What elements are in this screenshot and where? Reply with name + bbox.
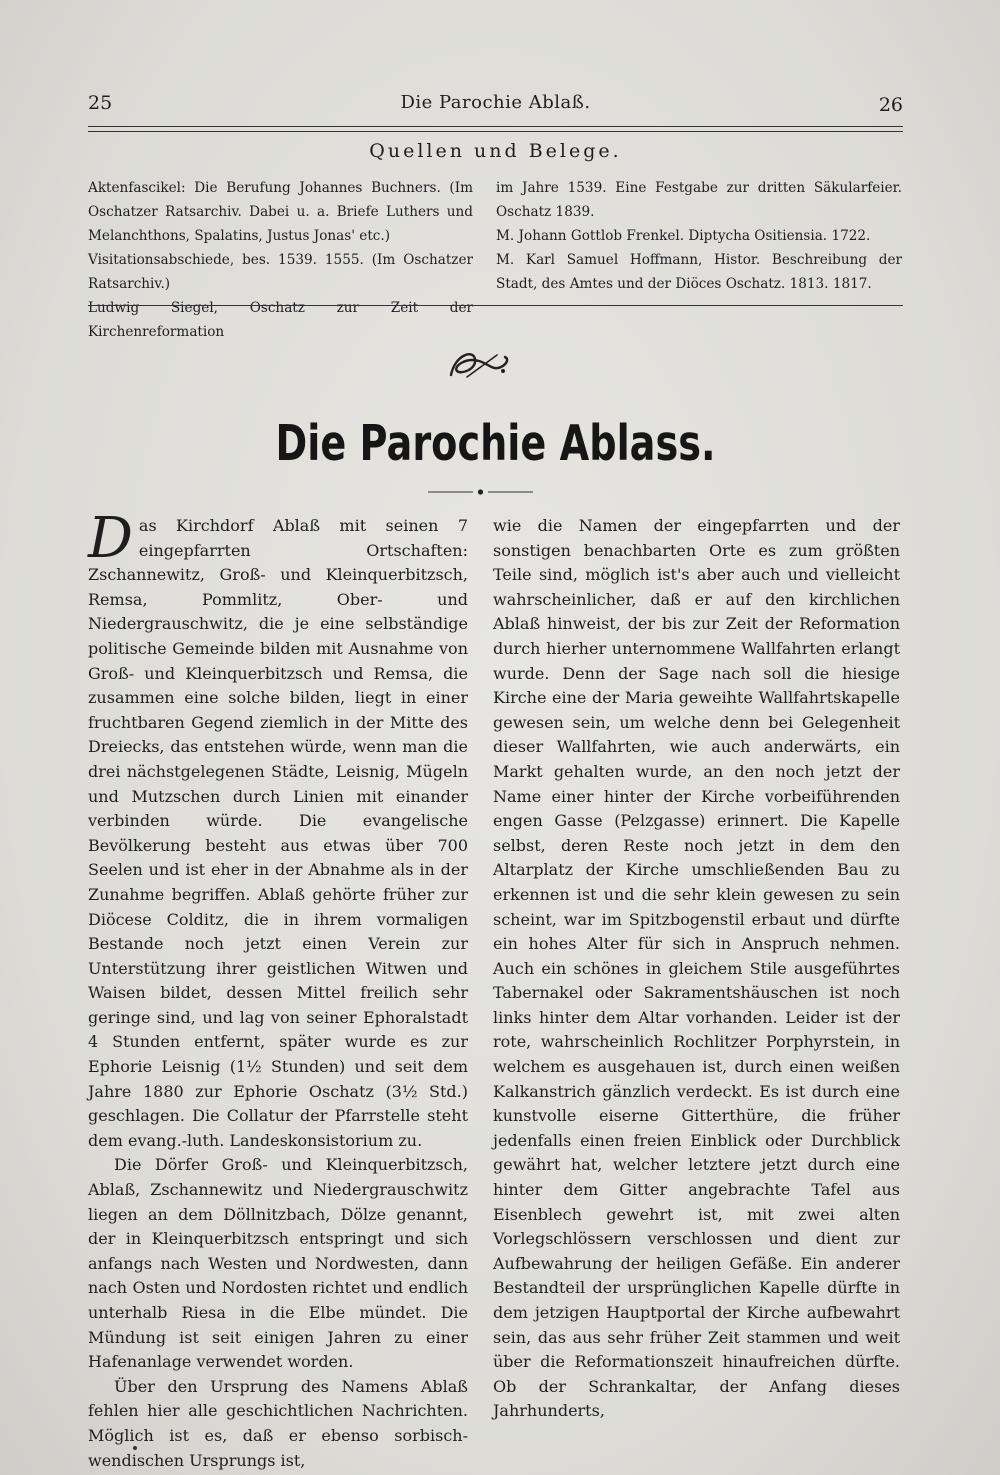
calligraphic-flourish-icon: [445, 345, 515, 385]
article-paragraph: wie die Namen der eingepfarrten und der sonstigen benachbarten Orte es zum größten Teile sind, möglich ist's aber auch und vielleicht wahrscheinlicher, daß er auf den kirchlichen Ablaß hinweist, der bis zur Zeit der Reformation durch hierher unternommene Wallfahrten erlangt wurde. Denn der Sage nach soll die hiesige Kirche eine der Maria geweihte Wallfahrtskapelle gewesen sein, um welche denn bei Gelegenheit dieser Wallfahrten, wie auch anderwärts, ein Markt gehalten wurde, an den noch jetzt der Name einer hinter der Kirche vorbeiführenden engen Gasse (Pelzgasse) erinnert. Die Kapelle selbst, deren Reste noch jetzt in dem den Altarplatz der Kirche umschließenden Bau zu erkennen ist und die sehr klein gewesen zu sein scheint, war im Spitzbogenstil erbaut und dürfte ein hohes Alter für sich in Anspruch nehmen. Auch ein schönes in gleichem Stile ausgeführtes Tabernakel oder Sakramentshäuschen ist noch links hinter dem Altar vorhanden. Leider ist der rote, wahrscheinlich Rochlitzer Porphyrstein, in welchem es ausgehauen ist, durch einen weißen Kalkanstrich gänzlich verdeckt. Es ist durch eine kunstvolle eiserne Gitterthüre, die früher jedenfalls einen freien Einblick oder Durchblick gewährt hat, welcher letztere jetzt durch eine hinter dem Gitter angebrachte Tafel aus Eisenblech gewehrt ist, mit zwei alten Vorlegschlössern verschlossen und dient zur Aufbewahrung der heiligen Gefäße. Ein anderer Bestandteil der ursprünglichen Kapelle dürfte in dem jetzigen Hauptportal der Kirche aufbewahrt sein, das aus sehr früher Zeit stammen und weit über die Reformationszeit hinaufreichen dürfte. Ob der Schrankaltar, der Anfang dieses Jahrhunderts,: [493, 516, 900, 1421]
running-header: [88, 92, 903, 122]
sources-column-left: [88, 176, 473, 344]
page-number-right: 26: [878, 94, 903, 116]
source-entry: Aktenfascikel: Die Berufung Johannes Buchners. (Im Oschatzer Ratsarchiv. Dabei u. a. Briefe Luthers und Melanchthons, Spalatins, Justus Jonas' etc.): [88, 180, 473, 244]
sources-heading: Quellen und Belege.: [369, 140, 622, 162]
paper-speck: [133, 1446, 137, 1450]
source-entry: im Jahre 1539. Eine Festgabe zur dritten Säkularfeier. Oschatz 1839.: [496, 180, 902, 220]
header-rule: [88, 126, 903, 132]
source-entry: Ludwig Siegel, Oschatz zur Zeit der Kirchenreformation: [88, 300, 473, 340]
source-entry: M. Johann Gottlob Frenkel. Diptycha Ositiensia. 1722.: [496, 228, 871, 244]
article-paragraph: Über den Ursprung des Namens Ablaß fehlen hier alle geschichtlichen Nachrichten. Möglich ist es, daß er ebenso sorbisch-wendischen Ursprungs ist,: [88, 1376, 468, 1470]
article-paragraph: [88, 506, 468, 1153]
source-entry: M. Karl Samuel Hoffmann, Histor. Beschreibung der Stadt, des Amtes und der Diöces Oschatz. 1813. 1817.: [496, 252, 902, 292]
page-number-left: 25: [88, 92, 113, 114]
sources-rule: [88, 305, 903, 306]
paragraph-text: as Kirchdorf Ablaß mit seinen 7 eingepfarrten Ortschaften: Zschannewitz, Groß- und Kleinquerbitzsch, Remsa, Pommlitz, Ober- und Niedergrauschwitz, die je eine selbständige politische Gemeinde bilden mit Ausnahme von Groß- und Kleinquerbitzsch und Remsa, die zusammen eine solche bilden, liegt in einer fruchtbaren Gegend ziemlich in der Mitte des Dreiecks, das entstehen würde, wenn man die drei nächstgelegenen Städte, Leisnig, Mügeln und Mutzschen durch Linien mit einander verbinden würde. Die evangelische Bevölkerung besteht aus etwas über 700 Seelen und ist eher in der Abnahme als in der Zunahme begriffen. Ablaß gehörte früher zur Diöcese Colditz, die in ihrem vormaligen Bestande noch jetzt einen Verein zur Unterstützung ihrer geistlichen Witwen und Waisen bildet, dessen Mittel freilich sehr geringe sind, und lag von seiner Ephoralstadt 4 Stunden entfernt, später wurde es zur Ephorie Leisnig (1½ Stunden) und seit dem Jahre 1880 zur Ephorie Oschatz (3½ Std.) geschlagen. Die Collatur der Pfarrstelle steht dem evang.-luth. Landeskonsistorium zu.: [88, 516, 468, 1150]
running-title: Die Parochie Ablaß.: [400, 92, 591, 113]
source-entry: Visitationsabschiede, bes. 1539. 1555. (Im Oschatzer Ratsarchiv.): [88, 252, 473, 292]
article-column-left: [88, 506, 468, 1473]
sources-column-right: [496, 176, 902, 296]
ornamental-divider-icon: [428, 489, 533, 495]
article-paragraph: Die Dörfer Groß- und Kleinquerbitzsch, Ablaß, Zschannewitz und Niedergrauschwitz liegen an dem Döllnitzbach, Dölze genannt, der in Kleinquerbitzsch entspringt und sich anfangs nach Westen und Nordwesten, dann nach Osten und Nordosten richtet und endlich unterhalb Riesa in die Elbe mündet. Die Mündung ist seit einigen Jahren zu einer Hafenanlage verwendet worden.: [88, 1155, 468, 1372]
article-title: Die Parochie Ablass.: [275, 415, 716, 472]
article-column-right: [493, 514, 900, 1424]
drop-cap: D: [88, 506, 133, 571]
